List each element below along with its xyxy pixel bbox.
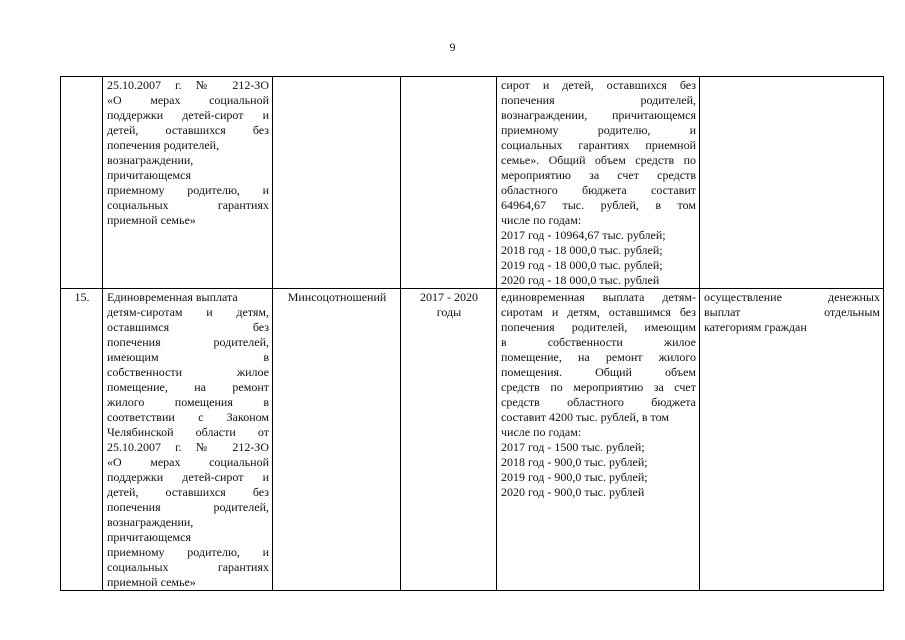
text-line: 2017 год - 10964,67 тыс. рублей; xyxy=(501,228,666,242)
cell-executor xyxy=(273,77,401,289)
text-line: выплат отдельным xyxy=(704,305,880,319)
text-line: соответствии с Законом xyxy=(107,410,269,424)
text-line: мероприятию за счет средств xyxy=(501,168,696,182)
text-line: 2020 год - 18 000,0 тыс. рублей xyxy=(501,273,660,287)
text-line: помещения. Общий объем xyxy=(501,365,696,379)
text-line: «О мерах социальной xyxy=(107,93,269,107)
text-line: 64964,67 тыс. рублей, в том xyxy=(501,198,696,212)
text-line: оставшимся без xyxy=(107,320,269,334)
text-line: осуществление денежных xyxy=(704,290,880,304)
cell-number: 15. xyxy=(61,289,103,591)
text-line: единовременная выплата детям- xyxy=(501,290,696,304)
text-line: приемной семье» xyxy=(107,575,196,589)
cell-result xyxy=(700,77,884,289)
text-line: поддержки детей-сирот и xyxy=(107,470,269,484)
cell-executor: Минсоцотношений xyxy=(273,289,401,591)
text-line: числе по годам: xyxy=(501,425,582,439)
text-line: социальных гарантиях xyxy=(107,198,269,212)
text-line: попечения родителей, xyxy=(107,500,269,514)
text-line: сирот и детей, оставшихся без xyxy=(501,78,696,92)
text-line: вознаграждении, причитающемся xyxy=(501,108,696,122)
text-line: поддержки детей-сирот и xyxy=(107,108,269,122)
text-line: попечения родителей, xyxy=(107,138,220,152)
cell-result xyxy=(700,289,884,591)
cell-description xyxy=(497,289,700,591)
text-line: средств по мероприятию за счет xyxy=(501,380,696,394)
text-line: социальных гарантиях приемной xyxy=(501,138,696,152)
text-line: 2018 год - 900,0 тыс. рублей; xyxy=(501,455,648,469)
text-line: 2017 год - 1500 тыс. рублей; xyxy=(501,440,645,454)
text-line: вознаграждении, xyxy=(107,515,194,529)
page-number: 9 xyxy=(449,40,456,54)
text-line: приемному родителю, и xyxy=(107,183,269,197)
text-line: сиротам и детям, оставшимся без xyxy=(501,305,696,319)
text-line: категориям граждан xyxy=(704,320,807,334)
text-line: составит 4200 тыс. рублей, в том xyxy=(501,410,669,424)
text-line: приемному родителю, и xyxy=(501,123,696,137)
cell-number xyxy=(61,77,103,289)
text-line: приемной семье» xyxy=(107,213,196,227)
table-row-15 xyxy=(61,289,884,591)
cell-term xyxy=(401,77,497,289)
text-line: приемному родителю, и xyxy=(107,545,269,559)
text-line: причитающемся xyxy=(107,530,191,544)
text-line: 25.10.2007 г. № 212-ЗО xyxy=(107,78,269,92)
text-line: вознаграждении, xyxy=(107,153,194,167)
text-line: годы xyxy=(436,305,462,319)
text-line: жилого помещения в xyxy=(107,395,269,409)
text-line: в собственности жилое xyxy=(501,335,696,349)
text-line: детей, оставшихся без xyxy=(107,485,269,499)
text-line: Единовременная выплата xyxy=(107,290,238,304)
text-line: помещение, на ремонт xyxy=(107,380,269,394)
text-line: 25.10.2007 г. № 212-ЗО xyxy=(107,440,269,454)
cell-event-name xyxy=(103,289,273,591)
text-line: помещение, на ремонт жилого xyxy=(501,350,696,364)
text-line: 2019 год - 18 000,0 тыс. рублей; xyxy=(501,258,663,272)
cell-term xyxy=(401,289,497,591)
text-line: 2017 - 2020 xyxy=(420,290,478,304)
text-line: детям-сиротам и детям, xyxy=(107,305,269,319)
text-line: средств областного бюджета xyxy=(501,395,696,409)
table-row-continuation xyxy=(61,77,884,289)
text-line: причитающемся xyxy=(107,168,191,182)
text-line: 2018 год - 18 000,0 тыс. рублей; xyxy=(501,243,663,257)
text-line: собственности жилое xyxy=(107,365,269,379)
text-line: попечения родителей, xyxy=(501,93,696,107)
text-line: областного бюджета составит xyxy=(501,183,696,197)
text-line: имеющим в xyxy=(107,350,269,364)
text-line: 2020 год - 900,0 тыс. рублей xyxy=(501,485,645,499)
text-line: «О мерах социальной xyxy=(107,455,269,469)
text-line: 2019 год - 900,0 тыс. рублей; xyxy=(501,470,648,484)
text-line: семье». Общий объем средств по xyxy=(501,153,696,167)
text-line: детей, оставшихся без xyxy=(107,123,269,137)
program-table xyxy=(60,76,884,591)
text-line: социальных гарантиях xyxy=(107,560,269,574)
text-line: попечения родителей, xyxy=(107,335,269,349)
cell-description xyxy=(497,77,700,289)
text-line: Челябинской области от xyxy=(107,425,269,439)
cell-event-name xyxy=(103,77,273,289)
text-line: попечения родителей, имеющим xyxy=(501,320,696,334)
text-line: числе по годам: xyxy=(501,213,582,227)
